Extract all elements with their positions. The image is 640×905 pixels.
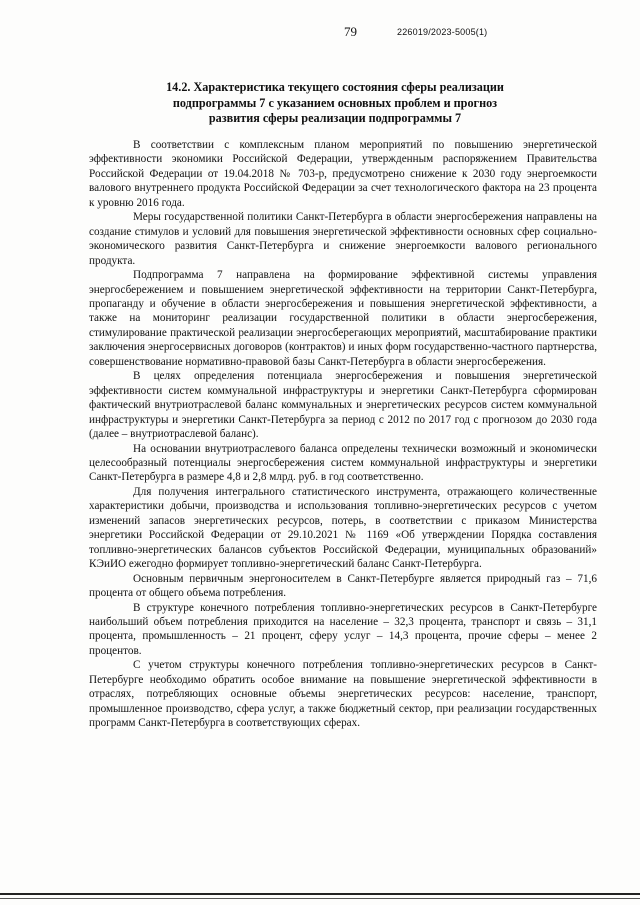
paragraph: В структуре конечного потребления топливно-энергетических ресурсов в Санкт-Петербурге наибольший объем потребления приходится на население – 32,3 процента, транспорт и связь – 31,1 процента, промышленность – 21 процент, сферу услуг – 14,3 процента, прочие сферы – менее 2 процентов. xyxy=(89,601,597,657)
body-text xyxy=(89,138,597,731)
paragraph: В соответствии с комплексным планом мероприятий по повышению энергетической эффективности экономики Российской Федерации, утвержденным распоряжением Правительства Российской Федерации от 19.04.2018 № 703-р, предусмотрено снижение к 2030 году энергоемкости валового внутреннего продукта Российской Федерации за счет технологического фактора на 23 процента к уровню 2016 года. xyxy=(89,139,597,209)
scan-edge-line xyxy=(0,893,640,895)
paragraph: С учетом структуры конечного потребления топливно-энергетических ресурсов в Санкт-Петербурге необходимо обратить особое внимание на повышение энергетической эффективности в отраслях, потребляющих основные объемы энергетических ресурсов: население, транспорт, промышленное производство, сфера услуг, а также бюджетный сектор, при реализации государственных программ Санкт-Петербурга в соответствующих сферах. xyxy=(89,659,597,730)
scan-edge-line xyxy=(0,898,640,899)
paragraph: Основным первичным энергоносителем в Санкт-Петербурге является природный газ – 71,6 процента от общего объема потребления. xyxy=(89,572,597,600)
paragraph: В целях определения потенциала энергосбережения и повышения энергетической эффективности систем коммунальной инфраструктуры и энергетики Санкт-Петербурга сформирован фактический внутриотраслевой баланс коммунальных и энергетических ресурсов систем коммунальной инфраструктуры и энергетики Санкт-Петербурга за период с 2012 по 2017 год с прогнозом до 2030 года (далее – внутриотраслевой баланс). xyxy=(89,370,597,441)
section-heading: 14.2. Характеристика текущего состояния сферы реализации подпрограммы 7 с указанием основных проблем и прогноз развития сферы реализации подпрограммы 7 xyxy=(166,80,504,126)
paragraph: На основании внутриотраслевого баланса определены технически возможный и экономически целесообразный потенциалы энергосбережения систем коммунальной инфраструктуры и энергетики Санкт-Петербурга в размере 4,8 и 2,8 млрд. руб. в год соответственно. xyxy=(89,442,597,484)
page-number: 79 xyxy=(344,24,357,39)
paragraph: Меры государственной политики Санкт-Петербурга в области энергосбережения направлены на создание стимулов и условий для повышения энергетической эффективности основных сфер социально-экономического развития Санкт-Петербурга и снижение энергоемкости валового регионального продукта. xyxy=(89,211,597,267)
paragraph: Для получения интегрального статистического инструмента, отражающего количественные характеристики добычи, производства и использования топливно-энергетических ресурсов с учетом изменений запасов энергетических ресурсов, потерь, в соответствии с приказом Министерства энергетики Российской Федерации от 29.10.2021 № 1169 «Об утверждении Порядка составления топливно-энергетических балансов субъектов Российской Федерации, муниципальных образований» КЭиИО ежегодно формирует топливно-энергетический баланс Санкт-Петербурга. xyxy=(89,485,597,571)
paragraph: Подпрограмма 7 направлена на формирование эффективной системы управления энергосбережением и повышением энергетической эффективности на территории Санкт-Петербурга, пропаганду и обучение в области энергосбережения и повышения энергетической эффективности, а также на мониторинг реализации государственной политики в области энергосбережения, стимулирование практической реализации энергосберегающих мероприятий, масштабирование практики заключения энергосервисных договоров (контрактов) и иных форм государственно-частного партнерства, совершенствование нормативно-правовой базы Санкт-Петербурга в области энергосбережения. xyxy=(89,269,597,368)
document-id: 226019/2023-5005(1) xyxy=(397,27,488,37)
